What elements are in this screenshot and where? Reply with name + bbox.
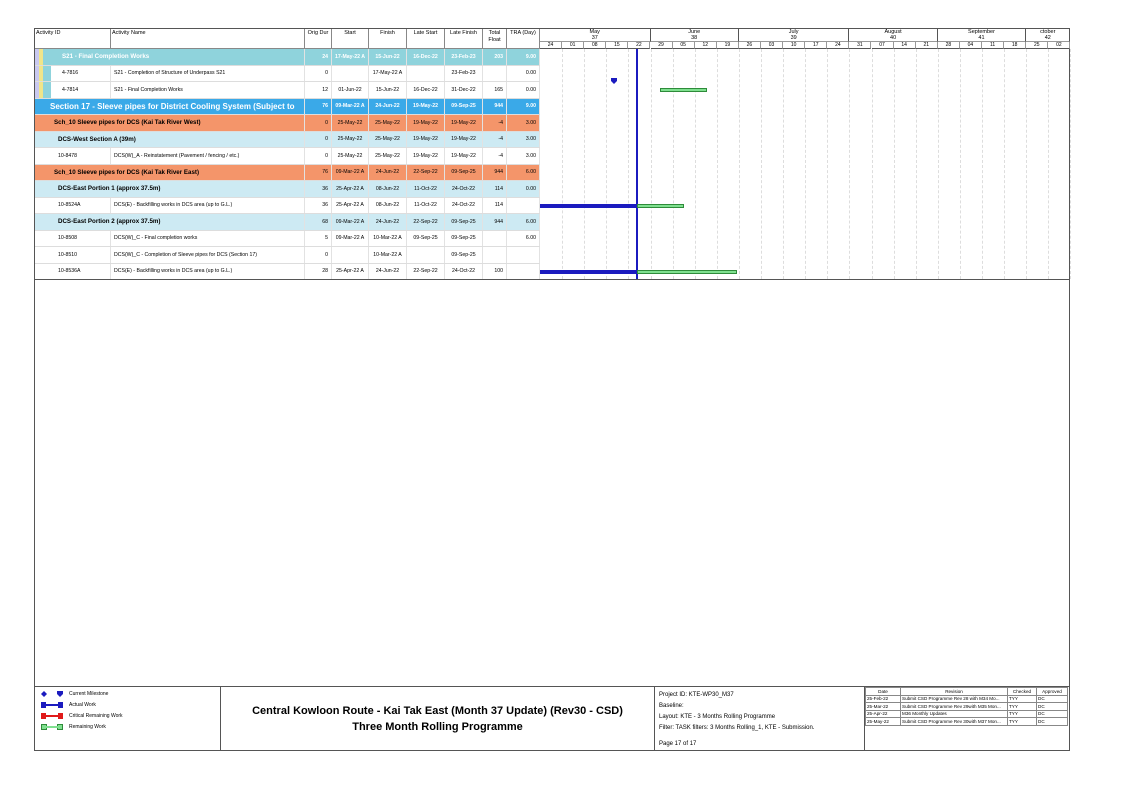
- orig-dur-cell: 76: [305, 99, 332, 115]
- activity-name-cell: S21 - Final Completion Works: [59, 49, 305, 65]
- activity-name-cell: DCS(W)_C - Final completion works: [111, 231, 305, 247]
- table-row[interactable]: [35, 148, 540, 165]
- month-label: ctober: [1040, 29, 1056, 35]
- late-start-cell: 19-May-22: [407, 148, 445, 164]
- late-start-cell: 19-May-22: [407, 132, 445, 148]
- revision-cell: Submit CSD Programme Rev 28 with M34 Mo...: [901, 695, 1008, 703]
- activity-id-cell: 10-8536A: [55, 264, 111, 280]
- project-info: [655, 687, 865, 751]
- start-cell: 25-Apr-22 A: [332, 198, 369, 214]
- late-finish-cell: 09-Sep-25: [445, 165, 483, 181]
- activity-id-cell: 4-7816: [59, 66, 111, 82]
- grid-line: [960, 49, 961, 279]
- col-start[interactable]: Start: [332, 29, 369, 49]
- orig-dur-cell: 36: [305, 198, 332, 214]
- timescale-day: 11: [982, 42, 1004, 49]
- remaining-work-bar-icon: [41, 724, 63, 730]
- timescale-day: 22: [628, 42, 650, 49]
- legend-label: Critical Remaining Work: [69, 713, 123, 719]
- late-start-cell: [407, 247, 445, 263]
- tra-day-cell: [507, 264, 540, 280]
- wbs-indent-stripe: [47, 82, 51, 98]
- legend: [35, 687, 221, 751]
- timescale-day: 07: [872, 42, 894, 49]
- table-row[interactable]: [35, 247, 540, 264]
- tra-day-cell: [507, 247, 540, 263]
- late-finish-cell: 09-Sep-25: [445, 231, 483, 247]
- revision-cell: M36 Monthly Updates: [901, 710, 1008, 718]
- revision-cell: TYY: [1008, 718, 1037, 726]
- timescale-day: 21: [916, 42, 938, 49]
- total-float-cell: 114: [483, 198, 507, 214]
- week-label: 40: [890, 35, 897, 41]
- orig-dur-cell: 28: [305, 264, 332, 280]
- revision-row: [866, 703, 1068, 711]
- revision-row: [866, 718, 1068, 726]
- finish-cell: 25-May-22: [369, 115, 407, 131]
- col-finish[interactable]: Finish: [369, 29, 407, 49]
- orig-dur-cell: 68: [305, 214, 332, 230]
- tra-day-cell: 6.00: [507, 231, 540, 247]
- wbs-indent-stripe: [47, 66, 51, 82]
- activity-name-cell: DCS(W)_C - Completion of Sleeve pipes for DCS (Section 17): [111, 247, 305, 263]
- late-start-cell: 22-Sep-22: [407, 165, 445, 181]
- orig-dur-cell: 0: [305, 66, 332, 82]
- month-label: July: [788, 29, 799, 35]
- grid-line: [938, 49, 939, 279]
- revision-header-row: [866, 688, 1068, 696]
- tra-day-cell: 3.00: [507, 132, 540, 148]
- late-start-cell: 16-Dec-22: [407, 82, 445, 98]
- late-finish-cell: 23-Feb-23: [445, 49, 483, 65]
- activity-name-cell: Sch_10 Sleeve pipes for DCS (Kai Tak River West): [51, 115, 305, 131]
- rev-header-checked: Checked: [1008, 688, 1037, 696]
- month-label: May: [589, 29, 600, 35]
- grid-line: [916, 49, 917, 279]
- start-cell: 25-May-22: [332, 115, 369, 131]
- revision-cell: Submit CSD Programme Rev 29with M35 Mon...: [901, 703, 1008, 711]
- finish-cell: 25-May-22: [369, 148, 407, 164]
- late-start-cell: 11-Oct-22: [407, 181, 445, 197]
- revision-block: [865, 687, 1069, 751]
- revision-cell: 25-Mar-22: [866, 703, 901, 711]
- total-float-cell: -4: [483, 148, 507, 164]
- diamond-milestone-icon: [41, 691, 63, 697]
- milestone-marker-icon[interactable]: [611, 71, 617, 89]
- activity-name-cell: DCS-East Portion 1 (approx 37.5m): [55, 181, 305, 197]
- table-row[interactable]: [35, 214, 540, 231]
- activity-name-cell: Sch_10 Sleeve pipes for DCS (Kai Tak River East): [51, 165, 305, 181]
- remaining-work-bar[interactable]: [637, 204, 684, 208]
- gantt-chart: [540, 29, 1071, 279]
- late-finish-cell: 24-Oct-22: [445, 198, 483, 214]
- timescale-month: [849, 29, 937, 42]
- orig-dur-cell: 24: [305, 49, 332, 65]
- month-label: August: [884, 29, 902, 35]
- revision-cell: TYY: [1008, 703, 1037, 711]
- late-finish-cell: 24-Oct-22: [445, 264, 483, 280]
- revision-cell: TYY: [1008, 695, 1037, 703]
- grid-line: [761, 49, 762, 279]
- start-cell: 17-May-22 A: [332, 49, 369, 65]
- late-finish-cell: 19-May-22: [445, 115, 483, 131]
- orig-dur-cell: 76: [305, 165, 332, 181]
- tra-day-cell: [507, 198, 540, 214]
- activity-id-cell: 10-8478: [55, 148, 111, 164]
- table-row[interactable]: [35, 231, 540, 248]
- legend-label: Current Milestone: [69, 691, 109, 697]
- timescale-day: 29: [651, 42, 673, 49]
- start-cell: 09-Mar-22 A: [332, 165, 369, 181]
- finish-cell: 25-May-22: [369, 132, 407, 148]
- table-row[interactable]: [35, 49, 540, 66]
- grid-line: [739, 49, 740, 279]
- activity-id-cell: 10-8508: [55, 231, 111, 247]
- grid-line: [562, 49, 563, 279]
- total-float-cell: 203: [483, 49, 507, 65]
- table-row[interactable]: [35, 165, 540, 182]
- orig-dur-cell: 0: [305, 132, 332, 148]
- total-float-cell: 100: [483, 264, 507, 280]
- timescale-day: 31: [849, 42, 871, 49]
- total-float-cell: -4: [483, 132, 507, 148]
- grid-line: [1048, 49, 1049, 279]
- grid-line: [894, 49, 895, 279]
- activity-name-cell: DCS(W)_A - Reinstatement (Pavement / fencing / etc.): [111, 148, 305, 164]
- actual-work-bar[interactable]: [540, 270, 637, 274]
- actual-work-bar-icon: [41, 702, 63, 708]
- col-tra-day[interactable]: TRA (Day): [507, 29, 540, 49]
- grid-line: [584, 49, 585, 279]
- legend-actual-work: [41, 702, 96, 708]
- finish-cell: 15-Jun-22: [369, 82, 407, 98]
- footer: [35, 686, 1069, 751]
- timescale-day: 10: [783, 42, 805, 49]
- col-activity-id[interactable]: Activity ID: [35, 29, 111, 49]
- total-float-cell: 165: [483, 82, 507, 98]
- revision-cell: DC: [1037, 703, 1068, 711]
- activity-name-cell: Section 17 - Sleeve pipes for District Cooling System (Subject to: [47, 99, 305, 115]
- actual-work-bar[interactable]: [540, 204, 637, 208]
- data-date-line: [636, 49, 638, 279]
- week-label: 42: [1044, 35, 1051, 41]
- grid-line: [628, 49, 629, 279]
- rev-header-revision: Revision: [901, 688, 1008, 696]
- revision-cell: DC: [1037, 718, 1068, 726]
- late-start-cell: 09-Sep-25: [407, 231, 445, 247]
- total-float-cell: -4: [483, 115, 507, 131]
- grid-line: [872, 49, 873, 279]
- grid-line: [717, 49, 718, 279]
- activity-name-cell: DCS(E) - Backfilling works in DCS area (up to G.L.): [111, 264, 305, 280]
- col-total-float[interactable]: Total Float: [483, 29, 507, 49]
- table-row[interactable]: [35, 181, 540, 198]
- total-float-cell: 944: [483, 214, 507, 230]
- remaining-work-bar[interactable]: [660, 88, 707, 92]
- timescale-day: 14: [894, 42, 916, 49]
- late-finish-cell: 09-Sep-25: [445, 99, 483, 115]
- rev-header-approved: Approved: [1037, 688, 1068, 696]
- finish-cell: 15-Jun-22: [369, 49, 407, 65]
- finish-cell: 08-Jun-22: [369, 181, 407, 197]
- revision-table: [865, 687, 1068, 726]
- grid-line: [673, 49, 674, 279]
- tra-day-cell: 0.00: [507, 181, 540, 197]
- grid-line: [651, 49, 652, 279]
- tra-day-cell: 0.00: [507, 66, 540, 82]
- legend-label: Actual Work: [69, 702, 96, 708]
- activity-name-cell: DCS-East Portion 2 (approx 37.5m): [55, 214, 305, 230]
- revision-cell: 25-Feb-22: [866, 695, 901, 703]
- timescale-day: 08: [584, 42, 606, 49]
- revision-cell: Submit CSD Programme Rev 30with M37 Mon...: [901, 718, 1008, 726]
- grid-line: [783, 49, 784, 279]
- finish-cell: 10-Mar-22 A: [369, 247, 407, 263]
- legend-critical-work: [41, 713, 123, 719]
- timescale-day: 12: [695, 42, 717, 49]
- grid-line: [1070, 49, 1071, 279]
- start-cell: 25-May-22: [332, 132, 369, 148]
- grid-line: [982, 49, 983, 279]
- timescale-month: [938, 29, 1026, 42]
- orig-dur-cell: 0: [305, 148, 332, 164]
- table-row[interactable]: [35, 132, 540, 149]
- total-float-cell: [483, 247, 507, 263]
- programme-title: Central Kowloon Route - Kai Tak East (Month 37 Update) (Rev30 - CSD): [252, 705, 623, 717]
- revision-row: [866, 695, 1068, 703]
- start-cell: [332, 66, 369, 82]
- late-start-cell: 11-Oct-22: [407, 198, 445, 214]
- activity-name-cell: DCS(E) - Backfilling works in DCS area (up to G.L.): [111, 198, 305, 214]
- table-row[interactable]: [35, 115, 540, 132]
- grid-line: [805, 49, 806, 279]
- project-layout: Layout: KTE - 3 Months Rolling Programme: [659, 714, 776, 720]
- gantt-sheet: [34, 28, 1070, 751]
- grid-line: [827, 49, 828, 279]
- start-cell: [332, 247, 369, 263]
- grid-line: [695, 49, 696, 279]
- table-bottom-divider: [35, 279, 1069, 280]
- finish-cell: 24-Jun-22: [369, 99, 407, 115]
- timescale-day: 05: [673, 42, 695, 49]
- tra-day-cell: 3.00: [507, 148, 540, 164]
- project-baseline: Baseline:: [659, 703, 684, 709]
- timescale-day: 04: [960, 42, 982, 49]
- orig-dur-cell: 0: [305, 115, 332, 131]
- table-row[interactable]: [35, 66, 540, 83]
- timescale-day: 03: [761, 42, 783, 49]
- timescale-day: 26: [739, 42, 761, 49]
- tra-day-cell: 9.00: [507, 99, 540, 115]
- week-label: 41: [978, 35, 985, 41]
- start-cell: 25-May-22: [332, 148, 369, 164]
- finish-cell: 08-Jun-22: [369, 198, 407, 214]
- finish-cell: 24-Jun-22: [369, 264, 407, 280]
- orig-dur-cell: 12: [305, 82, 332, 98]
- finish-cell: 10-Mar-22 A: [369, 231, 407, 247]
- finish-cell: 24-Jun-22: [369, 165, 407, 181]
- timescale-month: [1026, 29, 1070, 42]
- activity-name-cell: DCS-West Section A (39m): [55, 132, 305, 148]
- project-id: Project ID: KTE-WP30_M37: [659, 692, 734, 698]
- revision-cell: TYY: [1008, 710, 1037, 718]
- timescale-day: 24: [827, 42, 849, 49]
- timescale-day: 25: [1026, 42, 1048, 49]
- programme-subtitle: Three Month Rolling Programme: [352, 721, 523, 733]
- total-float-cell: 944: [483, 99, 507, 115]
- wbs-indent-stripe: [47, 49, 51, 65]
- late-finish-cell: 23-Feb-23: [445, 66, 483, 82]
- title-block: [221, 687, 655, 751]
- table-row[interactable]: [35, 99, 540, 116]
- start-cell: 01-Jun-22: [332, 82, 369, 98]
- col-late-start[interactable]: Late Start: [407, 29, 445, 49]
- tra-day-cell: 3.00: [507, 115, 540, 131]
- timescale-day: 28: [938, 42, 960, 49]
- total-float-cell: 114: [483, 181, 507, 197]
- late-finish-cell: 19-May-22: [445, 148, 483, 164]
- timescale-month: [651, 29, 739, 42]
- late-finish-cell: 31-Dec-22: [445, 82, 483, 98]
- legend-current-milestone: [41, 691, 108, 697]
- revision-cell: DC: [1037, 710, 1068, 718]
- total-float-cell: 944: [483, 165, 507, 181]
- project-filter: Filter: TASK filters: 3 Months Rolling_1, KTE - Submission.: [659, 725, 815, 731]
- revision-cell: 25-Apr-22: [866, 710, 901, 718]
- week-label: 39: [790, 35, 797, 41]
- total-float-cell: [483, 231, 507, 247]
- late-start-cell: 22-Sep-22: [407, 264, 445, 280]
- late-finish-cell: 24-Oct-22: [445, 181, 483, 197]
- grid-line: [1004, 49, 1005, 279]
- month-label: June: [688, 29, 701, 35]
- activity-name-cell: S21 - Final Completion Works: [111, 82, 305, 98]
- start-cell: 09-Mar-22 A: [332, 99, 369, 115]
- late-start-cell: 19-May-22: [407, 115, 445, 131]
- activity-id-cell: 10-8524A: [55, 198, 111, 214]
- grid-line: [1026, 49, 1027, 279]
- tra-day-cell: 9.00: [507, 49, 540, 65]
- table-row[interactable]: [35, 198, 540, 215]
- timescale-month: [739, 29, 850, 42]
- col-orig-dur[interactable]: Orig Dur: [305, 29, 332, 49]
- tra-day-cell: 6.00: [507, 214, 540, 230]
- rev-header-date: Date: [866, 688, 901, 696]
- start-cell: 09-Mar-22 A: [332, 231, 369, 247]
- revision-cell: 25-May-22: [866, 718, 901, 726]
- finish-cell: 17-May-22 A: [369, 66, 407, 82]
- tra-day-cell: 6.00: [507, 165, 540, 181]
- start-cell: 25-Apr-22 A: [332, 264, 369, 280]
- late-start-cell: 16-Dec-22: [407, 49, 445, 65]
- total-float-cell: [483, 66, 507, 82]
- timescale-month: [540, 29, 651, 42]
- week-label: 37: [591, 35, 598, 41]
- activity-id-cell: 4-7814: [59, 82, 111, 98]
- col-activity-name[interactable]: Activity Name: [111, 29, 305, 49]
- week-label: 38: [691, 35, 698, 41]
- timescale-day: 19: [717, 42, 739, 49]
- remaining-work-bar[interactable]: [637, 270, 737, 274]
- late-start-cell: 22-Sep-22: [407, 214, 445, 230]
- revision-cell: DC: [1037, 695, 1068, 703]
- late-finish-cell: 09-Sep-25: [445, 214, 483, 230]
- late-finish-cell: 19-May-22: [445, 132, 483, 148]
- activity-id-cell: 10-8510: [55, 247, 111, 263]
- orig-dur-cell: 5: [305, 231, 332, 247]
- col-late-finish[interactable]: Late Finish: [445, 29, 483, 49]
- start-cell: 25-Apr-22 A: [332, 181, 369, 197]
- month-label: September: [968, 29, 995, 35]
- table-row[interactable]: [35, 82, 540, 99]
- grid-line: [849, 49, 850, 279]
- start-cell: 09-Mar-22 A: [332, 214, 369, 230]
- late-start-cell: [407, 66, 445, 82]
- finish-cell: 24-Jun-22: [369, 214, 407, 230]
- orig-dur-cell: 0: [305, 247, 332, 263]
- timescale-day: 01: [562, 42, 584, 49]
- timescale-day: 15: [606, 42, 628, 49]
- legend-label: Remaining Work: [69, 724, 106, 730]
- legend-remaining-work: [41, 724, 106, 730]
- table-row[interactable]: [35, 264, 540, 281]
- activity-name-cell: S21 - Completion of Structure of Underpass S21: [111, 66, 305, 82]
- page-number: Page 17 of 17: [659, 741, 697, 747]
- timescale-day: 24: [540, 42, 562, 49]
- timescale-day: 18: [1004, 42, 1026, 49]
- revision-row: [866, 710, 1068, 718]
- timescale-day: 02: [1048, 42, 1070, 49]
- grid-line: [606, 49, 607, 279]
- late-finish-cell: 09-Sep-25: [445, 247, 483, 263]
- orig-dur-cell: 36: [305, 181, 332, 197]
- critical-work-bar-icon: [41, 713, 63, 719]
- timescale-day: 17: [805, 42, 827, 49]
- late-start-cell: 19-May-22: [407, 99, 445, 115]
- tra-day-cell: 0.00: [507, 82, 540, 98]
